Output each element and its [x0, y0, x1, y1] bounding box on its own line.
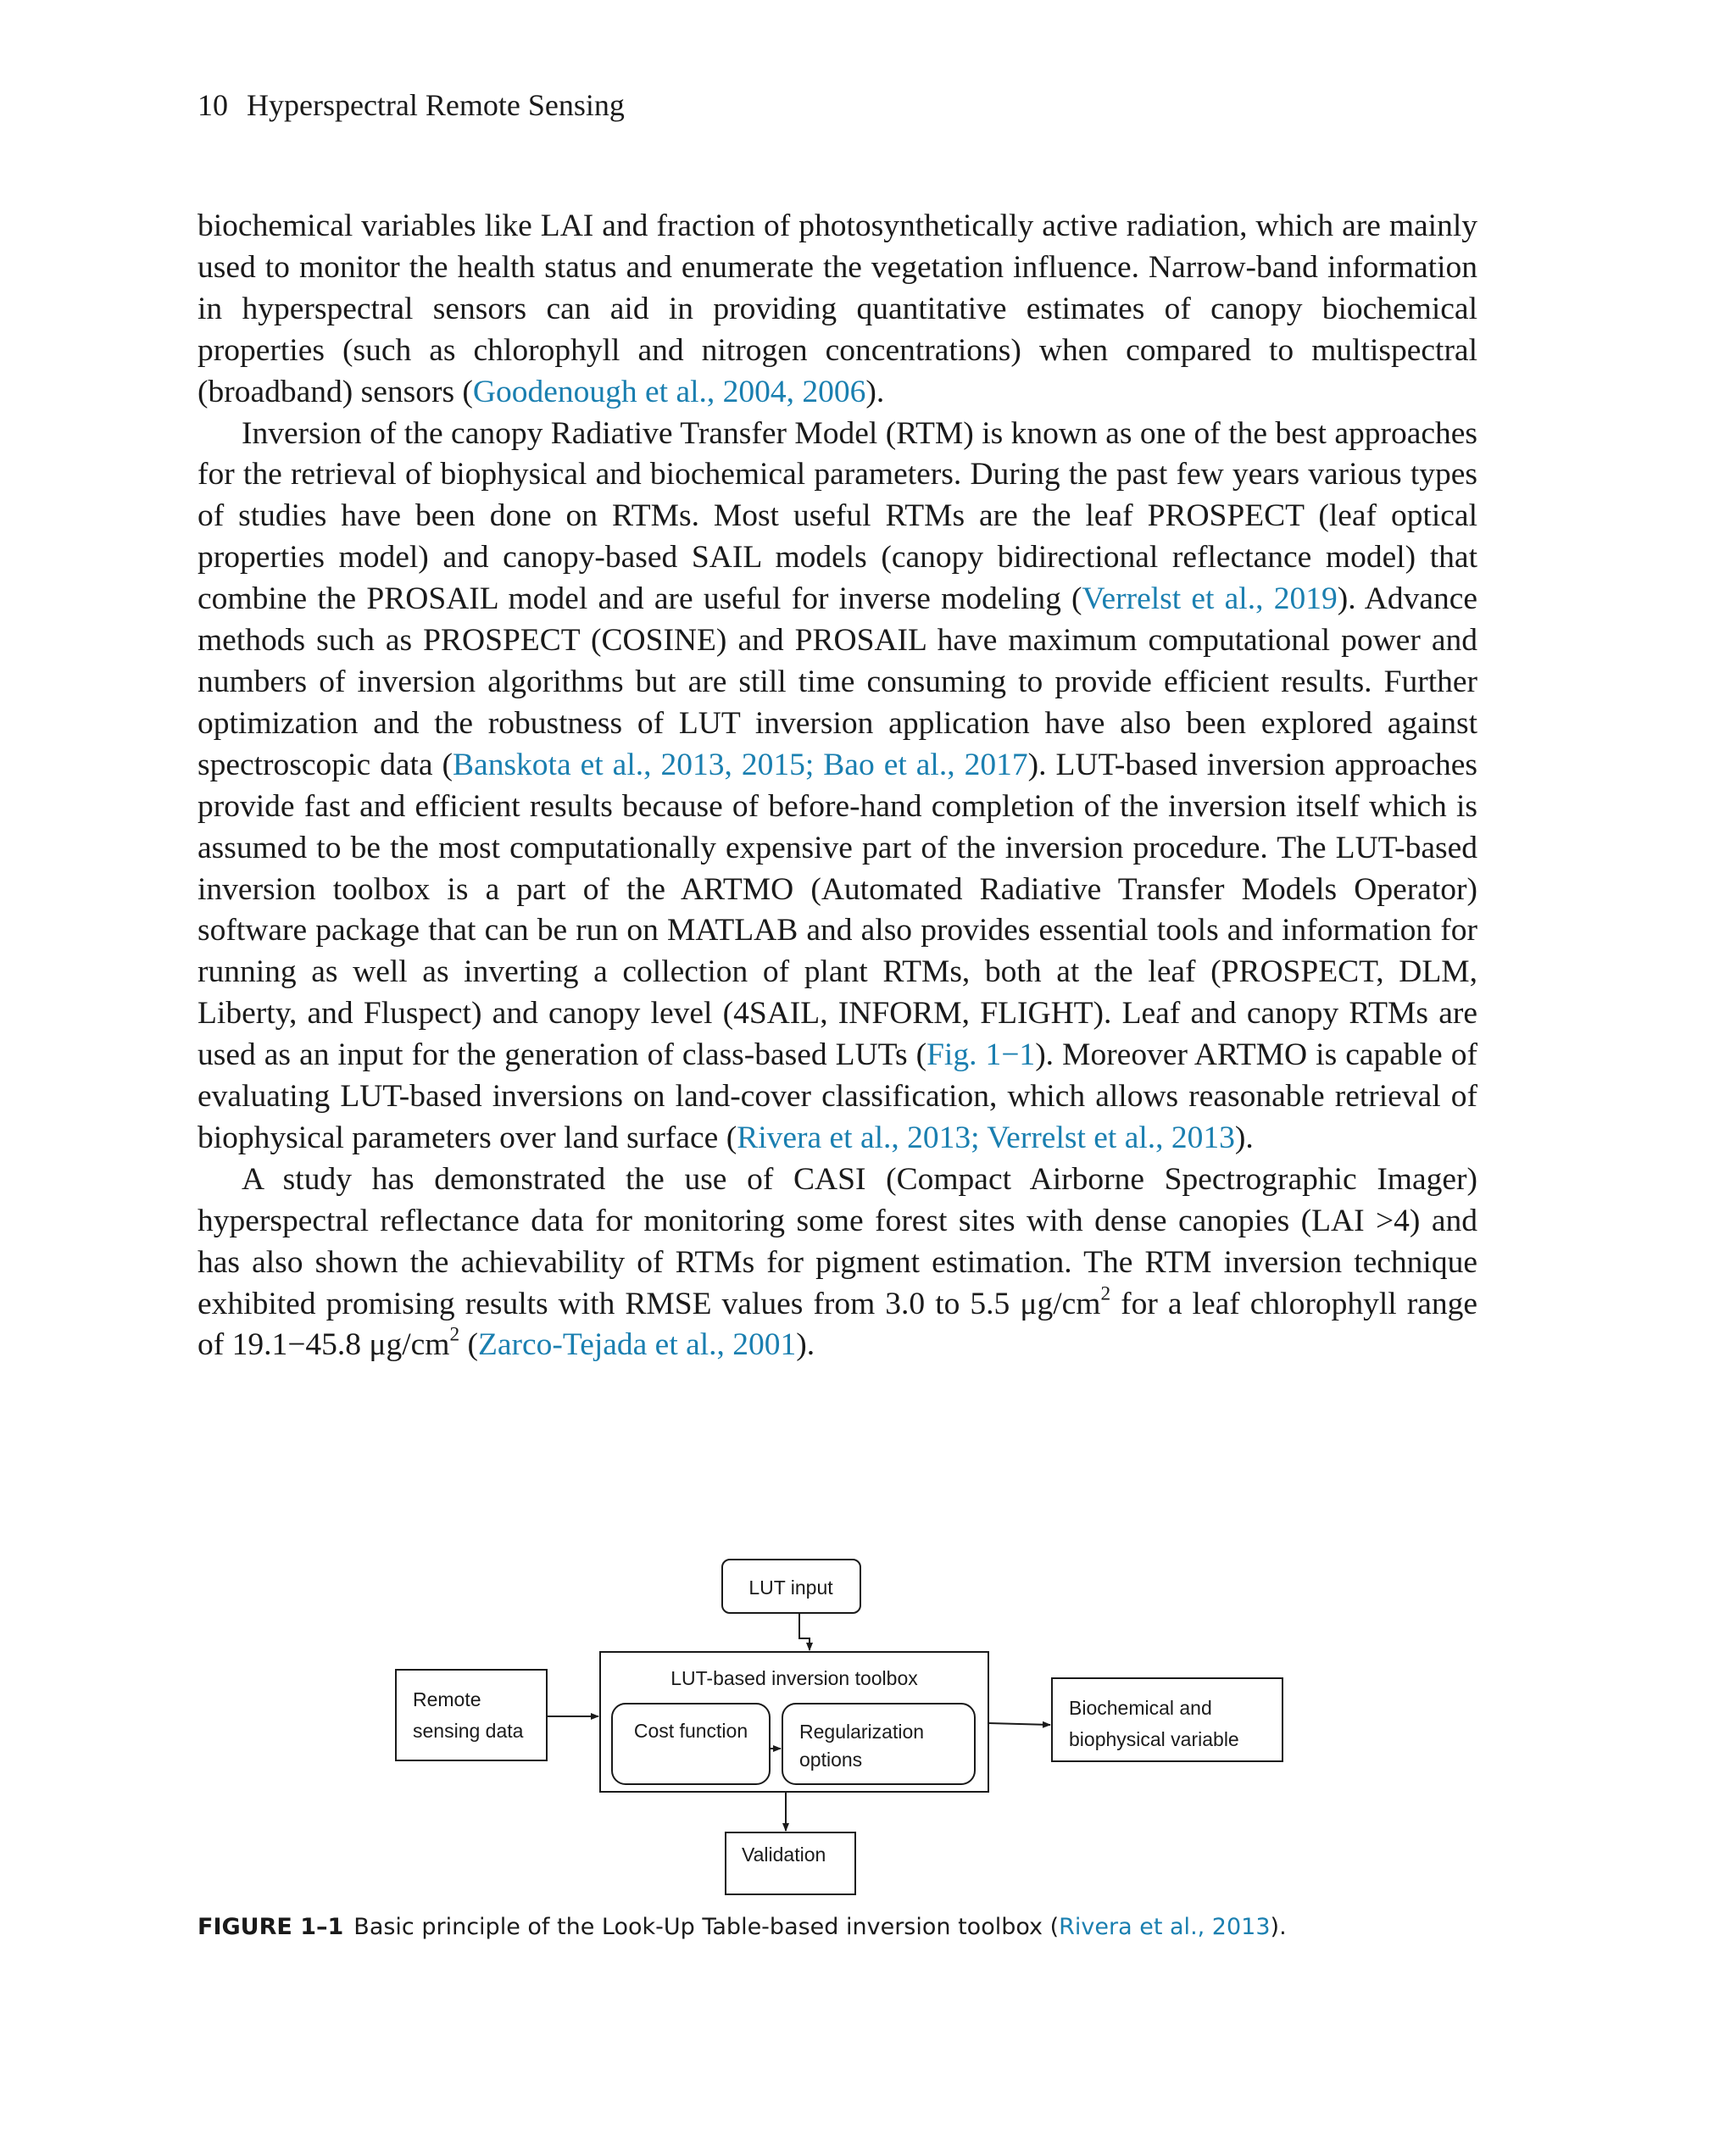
- cost-function-box: [612, 1704, 770, 1784]
- paragraph-3: [198, 1159, 1477, 1367]
- output-variable-node: [1052, 1678, 1283, 1761]
- paragraph-2-text-2: ). Advance methods such as PROSPECT (COSINE) and PROSAIL have maximum computational power and numbers of inversion algorithms but are still time consuming to provide efficient results. Further optimization and the robustness of LUT inversion application have also been explored against spectroscopic data (: [198, 581, 1478, 782]
- paragraph-3-text-1: A study has demonstrated the use of CASI (Compact Airborne Spectrographic Imager) hyperspectral reflectance data for monitoring some forest sites with dense canopies (LAI >4) and has also shown the achievability of RTMs for pigment estimation. The RTM inversion technique exhibited promising results with RMSE values from 3.0 to 5.5 μg/cm: [198, 1161, 1477, 1321]
- toolbox-node: [600, 1652, 988, 1792]
- page-number: 10: [198, 88, 228, 122]
- paragraph-2: [198, 414, 1477, 1159]
- citation-zarco-tejada[interactable]: Zarco-Tejada et al., 2001: [477, 1327, 797, 1363]
- caption-text: Basic principle of the Look-Up Table-based inversion toolbox (: [353, 1914, 1060, 1940]
- lut-input-label: LUT input: [748, 1577, 833, 1599]
- figure-label: FIGURE 1–1: [198, 1914, 344, 1940]
- regularization-label-line2: options: [799, 1749, 863, 1771]
- toolbox-title: LUT-based inversion toolbox: [670, 1667, 918, 1689]
- cost-function-label: Cost function: [633, 1720, 748, 1742]
- remote-sensing-node: [396, 1670, 547, 1760]
- body-text: [198, 206, 1477, 1366]
- paragraph-2-text-1: Inversion of the canopy Radiative Transfer Model (RTM) is known as one of the best approaches for the retrieval of biophysical and biochemical parameters. During the past few years various types of studies have been done on RTMs. Most useful RTMs are the leaf PROSPECT (leaf optical properties model) and canopy-based SAIL models (canopy bidirectional reflectance model) that combine the PROSAIL model and are useful for inverse modeling (: [198, 415, 1477, 617]
- running-header: [198, 83, 625, 127]
- output-label-line2: biophysical variable: [1069, 1728, 1239, 1750]
- running-title: Hyperspectral Remote Sensing: [247, 88, 625, 122]
- paragraph-3-text-2: for a leaf chlorophyll range of 19.1−45.8 μg/cm: [198, 1286, 1477, 1363]
- caption-citation[interactable]: Rivera et al., 2013: [1059, 1914, 1271, 1940]
- superscript-2: 2: [1100, 1282, 1111, 1304]
- figure-1-1-diagram: [386, 1551, 1327, 1899]
- remote-sensing-label-line1: Remote: [413, 1688, 481, 1710]
- validation-node: [726, 1832, 855, 1894]
- flow-diagram: [386, 1551, 1327, 1899]
- paragraph-2-text-3: ). LUT-based inversion approaches provide fast and efficient results because of before-hand completion of the inversion itself which is assumed to be the most computationally expensive part of the inversion procedure. The LUT-based inversion toolbox is a part of the ARTMO (Automated Radiative Transfer Models Operator) software package that can be run on MATLAB and also provides essential tools and information for running as well as inverting a collection of plant RTMs, both at the leaf (PROSPECT, DLM, Liberty, and Fluspect) and canopy level (4SAIL, INFORM, FLIGHT). Leaf and canopy RTMs are used as an input for the generation of class-based LUTs (: [198, 747, 1478, 1073]
- regularization-box: [782, 1704, 975, 1784]
- figure-reference-link[interactable]: Fig. 1−1: [926, 1037, 1036, 1073]
- arrow-toolbox-to-output: [988, 1723, 1050, 1725]
- paragraph-2-text-4: ). Moreover ARTMO is capable of evaluating LUT-based inversions on land-cover classification, which allows reasonable retrieval of biophysical parameters over land surface (: [198, 1037, 1477, 1155]
- remote-sensing-label-line2: sensing data: [413, 1720, 524, 1742]
- lut-input-node: [722, 1560, 860, 1613]
- citation-verrelst-2019[interactable]: Verrelst et al., 2019: [1082, 581, 1338, 617]
- validation-label: Validation: [742, 1843, 826, 1866]
- citation-banskota-bao[interactable]: Banskota et al., 2013, 2015; Bao et al., 2017: [453, 747, 1028, 782]
- paragraph-3-text-4: ).: [796, 1327, 815, 1363]
- caption-end: ).: [1270, 1914, 1287, 1940]
- regularization-label-line1: Regularization: [799, 1721, 925, 1743]
- arrow-lut-to-toolbox: [799, 1613, 810, 1650]
- superscript-2: 2: [449, 1323, 460, 1346]
- remote-sensing-box: [396, 1670, 547, 1760]
- citation-goodenough[interactable]: Goodenough et al., 2004, 2006: [472, 374, 866, 409]
- citation-rivera-verrelst[interactable]: Rivera et al., 2013; Verrelst et al., 2013: [737, 1120, 1235, 1155]
- paragraph-1-text-1: biochemical variables like LAI and fraction of photosynthetically active radiation, which are mainly used to monitor the health status and enumerate the vegetation influence. Narrow-band information in hyperspectral sensors can aid in providing quantitative estimates of canopy biochemical properties (such as chlorophyll and nitrogen concentrations) when compared to multispectral (broadband) sensors (: [198, 209, 1477, 409]
- paragraph-3-text-3: (: [459, 1327, 478, 1363]
- figure-caption: [198, 1910, 1477, 1944]
- paragraph-2-text-5: ).: [1234, 1120, 1254, 1155]
- paragraph-1: [198, 206, 1477, 414]
- output-label-line1: Biochemical and: [1069, 1697, 1212, 1719]
- paragraph-1-text-2: ).: [865, 374, 885, 409]
